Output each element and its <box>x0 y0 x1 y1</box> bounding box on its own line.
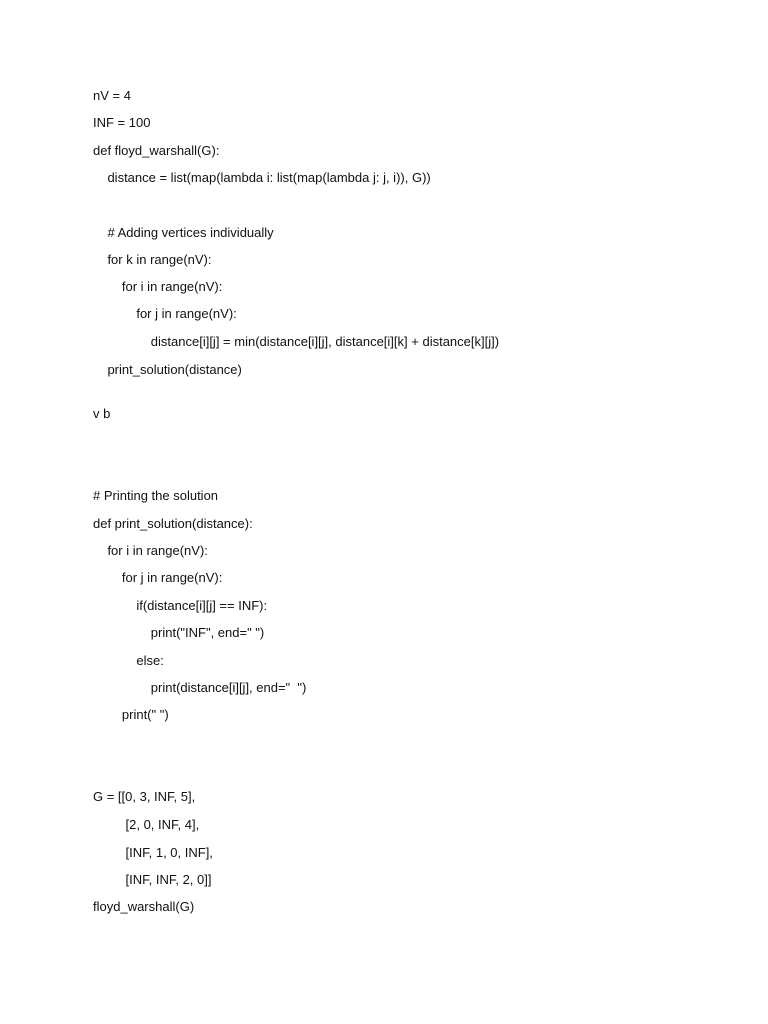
code-line: print(distance[i][j], end=" ") <box>93 680 307 695</box>
code-line: distance[i][j] = min(distance[i][j], distance[i][k] + distance[k][j]) <box>93 334 500 349</box>
code-line: floyd_warshall(G) <box>93 899 195 914</box>
code-line: print("INF", end=" ") <box>93 625 265 640</box>
code-line: if(distance[i][j] == INF): <box>93 598 268 613</box>
code-line: [INF, INF, 2, 0]] <box>93 872 212 887</box>
code-line: [2, 0, INF, 4], <box>93 817 200 832</box>
code-line: nV = 4 <box>93 88 131 103</box>
code-line: def print_solution(distance): <box>93 516 253 531</box>
code-line: for i in range(nV): <box>93 543 208 558</box>
code-line: else: <box>93 653 164 668</box>
code-line: print(" ") <box>93 707 169 722</box>
code-line: G = [[0, 3, INF, 5], <box>93 789 196 804</box>
stray-text: v b <box>93 406 111 421</box>
code-line: for j in range(nV): <box>93 570 223 585</box>
code-line: INF = 100 <box>93 115 151 130</box>
code-line: for k in range(nV): <box>93 252 212 267</box>
code-comment: # Printing the solution <box>93 488 219 503</box>
code-line: for i in range(nV): <box>93 279 223 294</box>
code-line: print_solution(distance) <box>93 362 242 377</box>
code-line: for j in range(nV): <box>93 306 237 321</box>
code-line: [INF, 1, 0, INF], <box>93 845 213 860</box>
code-comment: # Adding vertices individually <box>93 225 274 240</box>
code-line: def floyd_warshall(G): <box>93 143 220 158</box>
code-line: distance = list(map(lambda i: list(map(lambda j: j, i)), G)) <box>93 170 431 185</box>
